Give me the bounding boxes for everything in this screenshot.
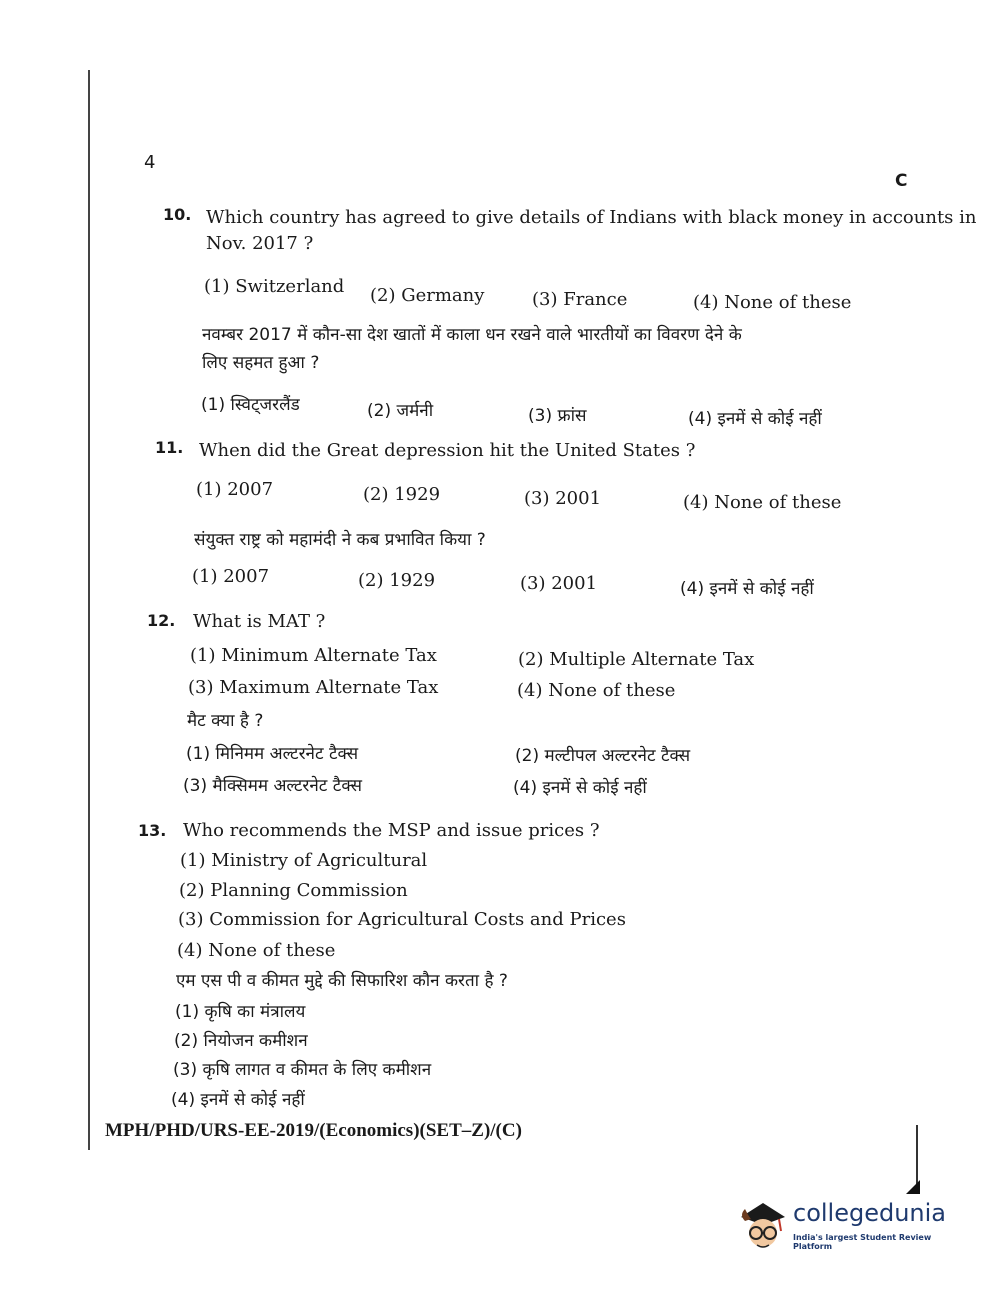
question-text-en: Which country has agreed to give details of Indians with black money in accounts in [206, 207, 977, 228]
option-hi-1: (1) स्विट्जरलैंड [201, 395, 300, 415]
option-en-1: (1) Ministry of Agricultural [180, 850, 428, 871]
option-en-3: (3) Commission for Agricultural Costs and Prices [178, 909, 626, 930]
option-hi-3: (3) फ्रांस [528, 406, 587, 426]
option-hi-3: (3) मैक्सिमम अल्टरनेट टैक्स [183, 776, 362, 796]
question-number: 11. [155, 438, 184, 457]
option-hi-4: (4) इनमें से कोई नहीं [680, 579, 814, 599]
option-en-3: (3) 2001 [524, 488, 602, 509]
set-code: C [895, 171, 908, 191]
option-hi-1: (1) मिनिमम अल्टरनेट टैक्स [186, 744, 359, 764]
page-number: 4 [144, 152, 156, 173]
option-hi-2: (2) जर्मनी [367, 401, 434, 421]
question-text-en: When did the Great depression hit the United States ? [199, 440, 696, 461]
question-text-en: What is MAT ? [193, 611, 326, 632]
question-text-hi: एम एस पी व कीमत मुद्दे की सिफारिश कौन करता है ? [176, 971, 508, 991]
mascot-icon [735, 1195, 789, 1253]
option-hi-4: (4) इनमें से कोई नहीं [513, 778, 647, 798]
option-hi-3: (3) कृषि लागत व कीमत के लिए कमीशन [173, 1060, 432, 1080]
option-en-3: (3) Maximum Alternate Tax [188, 677, 439, 698]
option-en-1: (1) Switzerland [204, 276, 345, 297]
watermark-logo [735, 1195, 965, 1257]
option-hi-1: (1) कृषि का मंत्रालय [175, 1002, 306, 1022]
option-hi-2: (2) मल्टीपल अल्टरनेट टैक्स [515, 746, 691, 766]
question-text-hi: नवम्बर 2017 में कौन-सा देश खातों में काला धन रखने वाले भारतीयों का विवरण देने के [202, 325, 742, 345]
option-en-4: (4) None of these [683, 492, 842, 513]
corner-triangle-icon [906, 1180, 920, 1194]
option-en-2: (2) Multiple Alternate Tax [518, 649, 755, 670]
option-en-3: (3) France [532, 289, 628, 310]
option-en-1: (1) 2007 [196, 479, 274, 500]
watermark-brand: collegedunia [793, 1199, 947, 1227]
question-number: 12. [147, 611, 176, 630]
question-text-hi: मैट क्या है ? [187, 711, 264, 731]
option-en-4: (4) None of these [177, 940, 336, 961]
option-hi-4: (4) इनमें से कोई नहीं [688, 409, 822, 429]
watermark-tagline: India's largest Student Review Platform [793, 1233, 932, 1251]
question-number: 10. [163, 205, 192, 224]
option-en-2: (2) Planning Commission [179, 880, 408, 901]
option-en-2: (2) 1929 [363, 484, 441, 505]
option-hi-1: (1) 2007 [192, 566, 270, 587]
question-text-en: Who recommends the MSP and issue prices ? [183, 820, 600, 841]
question-text-en-cont: Nov. 2017 ? [206, 233, 314, 254]
option-hi-3: (3) 2001 [520, 573, 598, 594]
option-en-2: (2) Germany [370, 285, 485, 306]
option-hi-2: (2) नियोजन कमीशन [174, 1031, 308, 1051]
footer-code: MPH/PHD/URS-EE-2019/(Economics)(SET–Z)/(C) [105, 1120, 522, 1141]
question-number: 13. [138, 821, 167, 840]
question-text-hi-cont: लिए सहमत हुआ ? [202, 353, 320, 373]
option-hi-2: (2) 1929 [358, 570, 436, 591]
question-text-hi: संयुक्त राष्ट्र को महामंदी ने कब प्रभावित किया ? [194, 530, 486, 550]
option-en-4: (4) None of these [693, 292, 852, 313]
left-margin-line [88, 70, 90, 1150]
option-en-4: (4) None of these [517, 680, 676, 701]
option-en-1: (1) Minimum Alternate Tax [190, 645, 437, 666]
option-hi-4: (4) इनमें से कोई नहीं [171, 1090, 305, 1110]
